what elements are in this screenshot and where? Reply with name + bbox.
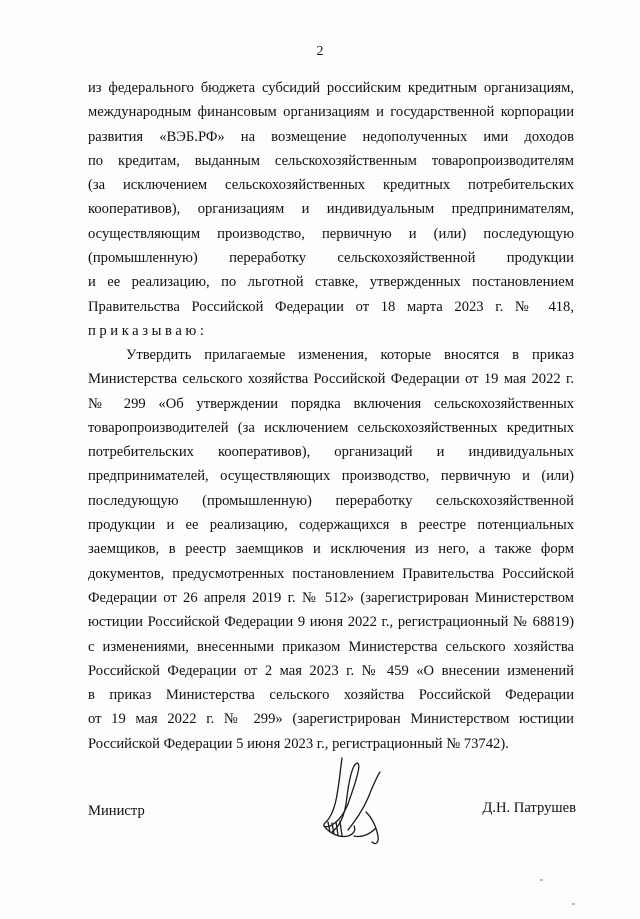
text-line: Российской Федерации 5 июня 2023 г., регистрационный № 73742). [88, 735, 509, 752]
text-line: осуществляющим производство, первичную и (или) последующую [88, 225, 574, 242]
text-line: от 19 мая 2022 г. № 299» (зарегистрирован Министерством юстиции [88, 711, 574, 728]
text-line: Российской Федерации от 2 мая 2023 г. № 459 «О внесении изменений [88, 662, 574, 679]
text-line: по кредитам, выданным сельскохозяйственным товаропроизводителям [88, 152, 574, 169]
text-line: № 299 «Об утверждении порядка включения сельскохозяйственных [88, 395, 574, 412]
text-line: документов, предусмотренных постановлением Правительства Российской [88, 565, 574, 582]
text-line: и ее реализацию, по льготной ставке, утвержденных постановлением [88, 274, 574, 291]
text-line: заемщиков, в реестр заемщиков и исключения из него, а также форм [88, 541, 574, 558]
preamble-paragraph [88, 76, 574, 343]
order-word: приказываю: [88, 322, 208, 339]
text-line: Правительства Российской Федерации от 18 марта 2023 г. № 418, [88, 298, 574, 315]
text-line: Министерства сельского хозяйства Российской Федерации от 19 мая 2022 г. [88, 371, 574, 388]
text-line: международным финансовым организациям и государственной корпорации [88, 104, 574, 121]
text-line: (промышленную) переработку сельскохозяйственной продукции [88, 250, 574, 267]
text-line: кооперативов), организациям и индивидуальным предпринимателям, [88, 201, 574, 218]
handwritten-signature [318, 752, 390, 850]
scan-speck [540, 879, 543, 881]
text-line: Утвердить прилагаемые изменения, которые вносятся в приказ [126, 347, 574, 363]
text-line: в приказ Министерства сельского хозяйства Российской Федерации [88, 687, 574, 704]
signatory-name: Д.Н. Патрушев [482, 800, 576, 816]
text-line: последующую (промышленную) переработку сельскохозяйственной [88, 492, 574, 509]
page-number: 2 [316, 44, 324, 59]
text-line: (за исключением сельскохозяйственных кредитных потребительских [88, 177, 574, 194]
signatory-title: Министр [88, 803, 145, 819]
text-line: товаропроизводителей (за исключением сельскохозяйственных кредитных [88, 419, 574, 436]
text-line: потребительских кооперативов), организаций и индивидуальных [88, 444, 574, 461]
order-paragraph [88, 343, 574, 756]
text-line: предпринимателей, осуществляющих производство, первичную и (или) [88, 468, 574, 485]
text-line: из федерального бюджета субсидий российским кредитным организациям, [88, 80, 574, 96]
text-line: продукции и ее реализацию, содержащихся в реестре потенциальных [88, 517, 574, 534]
scan-speck [572, 903, 575, 905]
text-line: Федерации от 26 апреля 2019 г. № 512» (зарегистрирован Министерством [88, 589, 574, 606]
text-line: с изменениями, внесенными приказом Министерства сельского хозяйства [88, 638, 574, 655]
text-line: развития «ВЭБ.РФ» на возмещение недополученных ими доходов [88, 128, 574, 145]
text-line: юстиции Российской Федерации 9 июня 2022 г., регистрационный № 68819) [88, 614, 574, 631]
